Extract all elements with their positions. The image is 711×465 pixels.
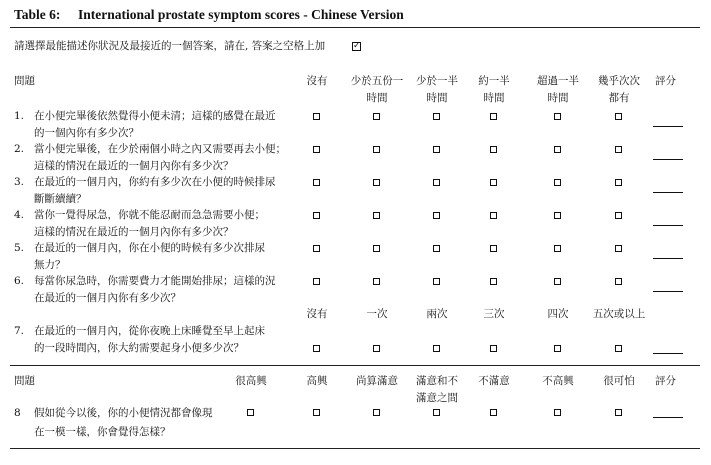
table-caption: International prostate symptom scores - Chinese Version xyxy=(78,7,404,22)
question-text-line-2: 在最近的一個月內你有多少次？ xyxy=(34,292,181,304)
q8-option-3-checkbox[interactable] xyxy=(373,409,380,416)
question-text-line-1: 在最近的一個月內，你在小便的時候有多少次排尿 xyxy=(34,242,265,254)
header-col-1: 沒有 xyxy=(306,75,328,87)
q2-option-6-checkbox[interactable] xyxy=(615,146,622,153)
q2-option-3-checkbox[interactable] xyxy=(433,146,440,153)
q8-option-1-checkbox[interactable] xyxy=(247,409,254,416)
q6-option-4-checkbox[interactable] xyxy=(490,278,497,285)
q6-option-5-checkbox[interactable] xyxy=(554,278,561,285)
question-number: 3. xyxy=(14,176,25,188)
q5-score-blank[interactable] xyxy=(653,258,683,259)
q7-text-line-2: 的一段時間內，你大約需要起身小便多少次？ xyxy=(34,342,244,354)
q7-col-4: 三次 xyxy=(483,308,505,320)
q7-col-5: 四次 xyxy=(547,308,569,320)
q2-score-blank[interactable] xyxy=(653,159,683,160)
q5-option-1-checkbox[interactable] xyxy=(313,245,320,252)
section2-col-7: 很可怕 xyxy=(603,375,635,387)
question-text-line-2: 斷斷續續？ xyxy=(34,193,87,205)
q8-text-line-1: 假如從今以後，你的小便情況都會像現 xyxy=(34,407,213,419)
q1-score-blank[interactable] xyxy=(653,126,683,127)
q5-option-3-checkbox[interactable] xyxy=(433,245,440,252)
header-col-5: 超過一半 時間 xyxy=(537,75,579,104)
q8-option-5-checkbox[interactable] xyxy=(490,409,497,416)
q5-option-2-checkbox[interactable] xyxy=(373,245,380,252)
section2-col-5: 不滿意 xyxy=(478,375,510,387)
q3-option-4-checkbox[interactable] xyxy=(490,179,497,186)
question-text-line-1: 在最近的一個月內，你約有多少次在小便的時候排尿 xyxy=(34,176,276,188)
q4-score-blank[interactable] xyxy=(653,225,683,226)
table-title xyxy=(14,7,404,23)
q6-option-2-checkbox[interactable] xyxy=(373,278,380,285)
q3-option-6-checkbox[interactable] xyxy=(615,179,622,186)
q7-score-blank[interactable] xyxy=(653,353,683,354)
section2-col-2: 高興 xyxy=(306,375,328,387)
section-rule xyxy=(10,365,700,366)
question-text-line-2: 無力？ xyxy=(34,259,66,271)
q8-option-4-checkbox[interactable] xyxy=(433,409,440,416)
q5-option-5-checkbox[interactable] xyxy=(554,245,561,252)
question-number: 1. xyxy=(14,110,25,122)
q4-option-1-checkbox[interactable] xyxy=(313,212,320,219)
header-question: 問題 xyxy=(14,75,35,87)
q8-number: 8 xyxy=(14,407,21,419)
q3-option-3-checkbox[interactable] xyxy=(433,179,440,186)
q7-option-6-checkbox[interactable] xyxy=(615,345,622,352)
q2-option-1-checkbox[interactable] xyxy=(313,146,320,153)
checkbox-icon: ✓ xyxy=(353,41,361,51)
q7-col-6: 五次或以上 xyxy=(592,308,646,320)
q7-col-2: 一次 xyxy=(366,308,388,320)
q2-option-4-checkbox[interactable] xyxy=(490,146,497,153)
question-text-line-2: 的一個內你有多少次？ xyxy=(34,127,139,139)
q8-option-7-checkbox[interactable] xyxy=(615,409,622,416)
q7-option-2-checkbox[interactable] xyxy=(373,345,380,352)
q4-option-4-checkbox[interactable] xyxy=(490,212,497,219)
q3-option-1-checkbox[interactable] xyxy=(313,179,320,186)
section2-col-4: 滿意和不 滿意之間 xyxy=(416,375,458,404)
q6-option-3-checkbox[interactable] xyxy=(433,278,440,285)
section2-question: 問題 xyxy=(14,375,35,387)
q4-option-2-checkbox[interactable] xyxy=(373,212,380,219)
table-number: Table 6: xyxy=(14,7,61,22)
instruction-text: 請選擇最能描述你狀況及最接近的一個答案，請在, 答案之空格上加 xyxy=(14,40,326,52)
question-number: 5. xyxy=(14,242,25,254)
q1-option-3-checkbox[interactable] xyxy=(433,113,440,120)
section2-col-1: 很高興 xyxy=(235,375,267,387)
section2-col-3: 尚算滿意 xyxy=(356,375,398,387)
q1-option-2-checkbox[interactable] xyxy=(373,113,380,120)
q4-option-3-checkbox[interactable] xyxy=(433,212,440,219)
header-col-4: 約一半 時間 xyxy=(478,75,510,104)
q2-option-2-checkbox[interactable] xyxy=(373,146,380,153)
q4-option-5-checkbox[interactable] xyxy=(554,212,561,219)
q5-option-4-checkbox[interactable] xyxy=(490,245,497,252)
q1-option-1-checkbox[interactable] xyxy=(313,113,320,120)
q6-option-1-checkbox[interactable] xyxy=(313,278,320,285)
header-col-6: 幾乎次次 都有 xyxy=(598,75,640,104)
question-text-line-2: 這樣的情況在最近的一個月內你有多少次？ xyxy=(34,226,234,238)
q3-score-blank[interactable] xyxy=(653,192,683,193)
q8-option-6-checkbox[interactable] xyxy=(554,409,561,416)
question-text-line-2: 這樣的情況在最近的一個月內你有多少次？ xyxy=(34,160,234,172)
q8-option-2-checkbox[interactable] xyxy=(313,409,320,416)
q5-option-6-checkbox[interactable] xyxy=(615,245,622,252)
top-rule xyxy=(10,27,700,28)
section2-score: 評分 xyxy=(655,375,676,387)
question-text-line-1: 當你一覺得尿急，你就不能忍耐而急急需要小便； xyxy=(34,209,265,221)
question-number: 2. xyxy=(14,143,25,155)
q7-text-line-1: 在最近的一個月內，從你夜晚上床睡覺至早上起床 xyxy=(34,325,265,337)
q7-option-5-checkbox[interactable] xyxy=(554,345,561,352)
q8-text-line-2: 在一模一樣，你會覺得怎樣？ xyxy=(34,426,171,438)
header-col-2: 少於五份一 時間 xyxy=(350,75,404,104)
q4-option-6-checkbox[interactable] xyxy=(615,212,622,219)
q7-col-3: 兩次 xyxy=(426,308,448,320)
q3-option-5-checkbox[interactable] xyxy=(554,179,561,186)
q7-option-4-checkbox[interactable] xyxy=(490,345,497,352)
question-text-line-1: 在小便完畢後依然覺得小便未清；這樣的感覺在最近 xyxy=(34,110,276,122)
q1-option-6-checkbox[interactable] xyxy=(615,113,622,120)
header-col-3: 少於一半 時間 xyxy=(416,75,458,104)
section2-col-6: 不高興 xyxy=(542,375,574,387)
q2-option-5-checkbox[interactable] xyxy=(554,146,561,153)
q1-option-4-checkbox[interactable] xyxy=(490,113,497,120)
q6-score-blank[interactable] xyxy=(653,291,683,292)
question-number: 6. xyxy=(14,275,25,287)
q7-option-1-checkbox[interactable] xyxy=(313,345,320,352)
q7-col-1: 沒有 xyxy=(306,308,328,320)
question-text-line-1: 每當你尿急時，你需要費力才能開始排尿；這樣的況 xyxy=(34,275,276,287)
q6-option-6-checkbox[interactable] xyxy=(615,278,622,285)
q8-score-blank[interactable] xyxy=(653,417,683,418)
q7-number: 7. xyxy=(14,325,25,337)
bottom-rule xyxy=(10,448,700,449)
q1-option-5-checkbox[interactable] xyxy=(554,113,561,120)
header-score: 評分 xyxy=(655,75,676,87)
question-text-line-1: 當小便完畢後，在少於兩個小時之內又需要再去小便； xyxy=(34,143,286,155)
q3-option-2-checkbox[interactable] xyxy=(373,179,380,186)
q7-option-3-checkbox[interactable] xyxy=(433,345,440,352)
question-number: 4. xyxy=(14,209,25,221)
